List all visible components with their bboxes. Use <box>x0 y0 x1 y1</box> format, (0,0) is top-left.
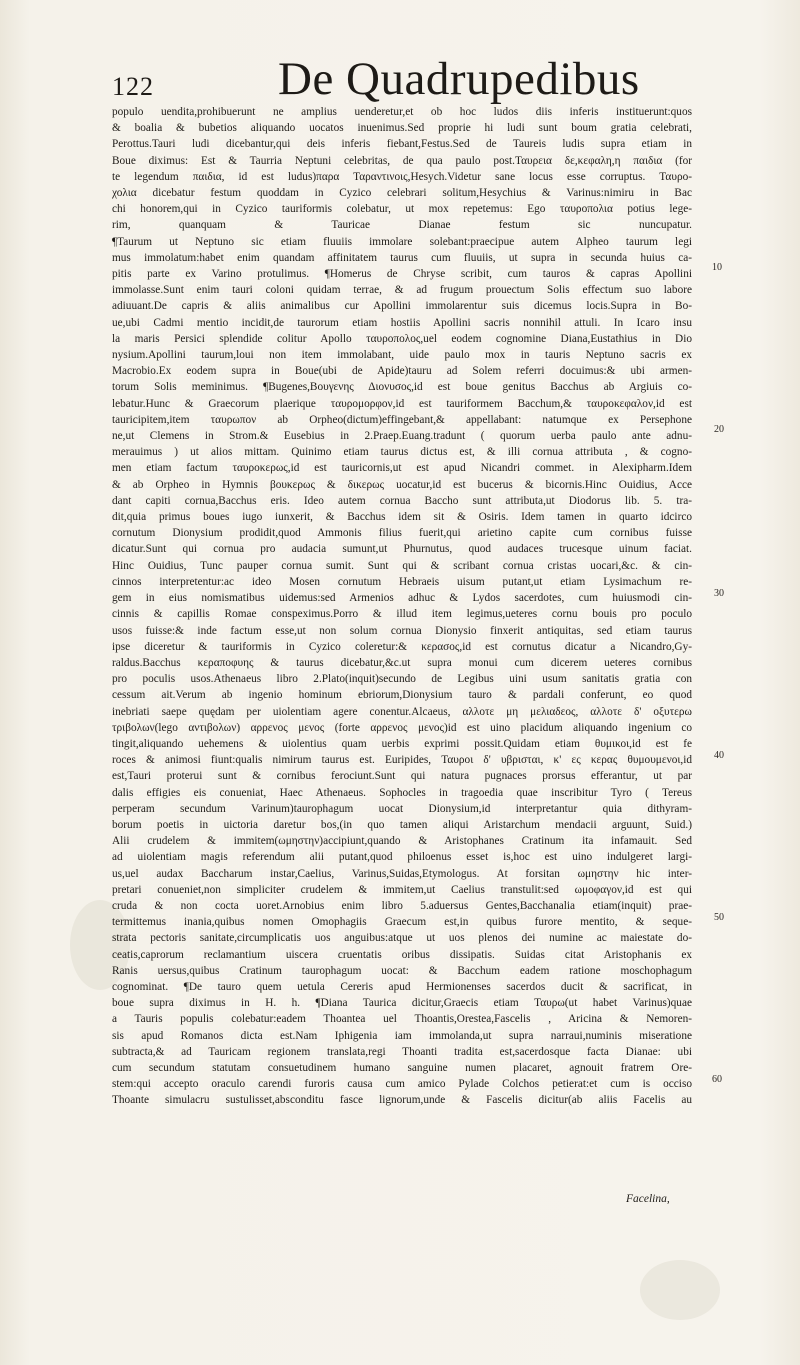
running-title: De Quadrupedibus <box>278 53 640 105</box>
margin-line-number: 50 <box>714 912 724 923</box>
text-line: cornutum Dionysium prodidit,quod Ammonis filius fuerit,qui arietino capite cum cornibus fuisse <box>112 527 692 540</box>
text-line: men etiam factum ταυροκερως,id est tauricornis,ut est apud Nicandri commet. in Alexipharm.Idem <box>112 462 692 475</box>
text-line: immolasse.Sunt enim tauri coloni quidam terrae, & ad frugum prouectum Solis effectum suo labore <box>112 284 692 297</box>
margin-line-number: 60 <box>712 1074 722 1085</box>
text-line: Boue diximus: Est & Taurria Neptuni celebritas, de qua paulo post.Ταυρεια δε,κεφαλη,η παιδια (for <box>112 154 692 167</box>
text-line: Hinc Ouidius, Tunc pauper cornua sumit. Sunt qui & scribant cornua cristas uocari,&c. & cin- <box>112 559 692 572</box>
text-line: perperam secundum Varinum)taurophagum uocat Dionysium,id interpretantur quia dithyram- <box>112 802 692 815</box>
text-line: Macrobio.Ex eodem supra in Boue(ubi de Apide)tauru ad Solem referri docuimus:& ubi armen- <box>112 365 692 378</box>
text-line: strata pectoris sanitate,circumplicatis uos anguibus:atque ut uos plenos dei numine ac maiestate do- <box>112 932 692 945</box>
text-line: dicatur.Sunt qui cornua pro audacia sumunt,ut Phurnutus, quod audaces trucesque uinum faciat. <box>112 543 692 556</box>
text-line: merauimus ) ut alios mittam. Quinimo etiam taurus dictus est, & illi cornua attributa , & cogno- <box>112 446 692 459</box>
text-line: lebatur.Hunc & Graecorum plaerique ταυρομορφον,id est tauriformem Bacchum,& ταυροκεφαλον,id est <box>112 397 692 410</box>
text-line: ne,ut Clemens in Strom.& Eusebius in 2.Praep.Euang.tradunt ( quorum uerba paulo ante adnu- <box>112 430 692 443</box>
text-line: torum Solis meminimus. ¶Bugenes,Βουγενης Διονυσος,id est boue genitus Bacchus ab Argiuis co- <box>112 381 692 394</box>
text-line: χολια dicebatur festum quoddam in Cyzico celebrari solitum,Hesychius & Varinus:nimiru in Bac <box>112 187 692 200</box>
text-line: dalis effigies eis conueniat, Haec Athenaeus. Sophocles in tragoedia quae inscribitur Tyro ( Tereus <box>112 786 692 799</box>
text-line: raldus.Bacchus κεραποφυης & taurus dicebatur,&c.ut supra monui cum dicerem ueteres cornibus <box>112 656 692 669</box>
paper-stain <box>640 1260 720 1320</box>
text-line: adiuuant.De capris & aliis animalibus cur Apollini immolarentur suis dicemus locis.Supra in Bo- <box>112 300 692 313</box>
text-line: stem:qui accepto oraculo carendi furoris causa cum amico Pylade Colchos petierat:et cum is occiso <box>112 1078 692 1091</box>
text-line: & ab Orpheo in Hymnis βουκερως & δικερως uocatur,id est bucerus & bicornis.Hinc Ouidius, Acce <box>112 478 692 491</box>
text-line: τριβολων(lego αντιβολων) αρρενος μενος (forte αρρενος μενος)id est uino placidum aliquando ingenium co <box>112 721 692 734</box>
text-line: mus immolatum:habet enim quandam affinitatem taurus cum fluuiis, ut supra in secunda huius ca- <box>112 251 692 264</box>
text-line: borum poetis in uictoria daretur bos,(in quo tamen aliqui Aristarchum mendacii arguunt, Suid.) <box>112 818 692 831</box>
text-line: chi honorem,qui in Cyzico tauriformis colebatur, ut mox repetemus: Ego ταυροπολια potius lege- <box>112 203 692 216</box>
text-line: Alii crudelem & immitem(ωμηστην)accipiunt,quando & Aristophanes Cratinum ita infamauit. Sed <box>112 835 692 848</box>
text-line: est,Tauri proterui sunt & cornibus ferociunt.Sunt qui natura pugnaces prorsus efferantur, ut par <box>112 770 692 783</box>
text-line: dant capiti cornua,Bacchus eris. Ideo autem cornua Baccho sunt attributa,ut Diodorus lib. 5. tra- <box>112 494 692 507</box>
catchword: Facelina, <box>626 1193 670 1205</box>
text-line: cinnis & capillis Romae conspeximus.Porro & illud item legimus,ueteres cornu bouis pro poculo <box>112 608 692 621</box>
text-line: ¶Taurum ut Neptuno sic etiam fluuiis immolare solebant:praecipue autem Alpheo taurum legi <box>112 235 692 248</box>
text-line: cum secundum statutam consuetudinem humano sanguine numen placaret, agnouit fratrem Ore- <box>112 1061 692 1074</box>
text-line: sis apud Romanos dicta est.Nam Iphigenia iam immolanda,ut supra narraui,numinis miseratione <box>112 1029 692 1042</box>
text-line: Ranis uersus,quibus Cratinum taurophagum uocat: & Bacchum eadem ratione moschophagum <box>112 964 692 977</box>
text-line: cognominat. ¶De tauro quem uetula Cereris apud Hermionenses sacerdos ducit & sacrificat, in <box>112 980 692 993</box>
text-line: boue supra diximus in H. h. ¶Diana Taurica dicitur,Graecis etiam Ταυρω(ut habet Varinus)quae <box>112 997 692 1010</box>
margin-line-number: 20 <box>714 424 724 435</box>
text-line: pro poculis usos.Athenaeus libro 2.Plato(inquit)secundo de Legibus uini usum sanitatis gratia con <box>112 673 692 686</box>
text-line: rim, quanquam & Tauricae Dianae festum sic nuncupatur. <box>112 219 692 232</box>
page-number: 122 <box>112 72 154 101</box>
text-line: Thoante simulacru sustulisset,absconditu fasce lignorum,unde & Fascelis dicitur(ab aliis Facelis au <box>112 1094 692 1107</box>
text-line: cessum ait.Verum ab ingenio hominum ebriorum,Dionysium tauro & pardali conferunt, eo quod <box>112 689 692 702</box>
text-line: roces & animosi fiunt:qualis nimirum taurus est. Euripides, Ταυροι δ' υβρισται, κ' ες κερας θυμουμενοι,id <box>112 754 692 767</box>
text-line: nysium.Apollini taurum,loui non item immolabant, uide paulo mox in tauris Neptuno sacris ex <box>112 349 692 362</box>
text-line: pitis parte ex Varino protulimus. ¶Homerus de Chryse scribit, cum tauros & capras Apollini <box>112 268 692 281</box>
body-text <box>112 104 692 1109</box>
text-line: ue,ubi Cadmi mentio incidit,de taurorum etiam hostiis Apollini sacris nonnihil attuli. In Icaro insu <box>112 316 692 329</box>
text-line: inebriati saepe quędam per uiolentiam agere conentur.Alcaeus, αλλοτε μη μελιαδεος, αλλοτε δ' οξυτερω <box>112 705 692 718</box>
text-line: cruda & non cocta uoret.Arnobius enim libro 5.aduersus Gentes,Bacchanalia etiam(inquit) prae- <box>112 899 692 912</box>
text-line: usos fuisse:& inde factum esse,ut non solum cornua Dionysio finxerit antiquitas, sed etiam taurus <box>112 624 692 637</box>
page-header <box>108 52 668 112</box>
text-line: populo uendita,prohibuerunt ne amplius uenderetur,et ob hoc ludos diis inferis instituerunt:quos <box>112 106 692 118</box>
text-line: Perottus.Tauri ludi dicebantur,qui deis inferis fiebant,Festus.Sed de Taureis ludis supra etiam in <box>112 138 692 151</box>
text-line: ceatis,caprorum reclamantium uiscera cruentatis oribus dissipatis. Suidas citat Aristophanis ex <box>112 948 692 961</box>
text-line: subtracta,& ad Tauricam regionem translata,regi Thoanti tradita est,sacerdosque facta Dianae: ubi <box>112 1045 692 1058</box>
text-line: ipse diceretur & tauriformis in Cyzico coleretur:& κερασος,id est cornutus dicatur a Nicandro,Gy- <box>112 640 692 653</box>
text-line: & boalia & bubetios aliquando uocatos inuenimus.Sed proprie hi ludi sunt boum gratia celebrati, <box>112 122 692 135</box>
text-line: gem in eius nomismatibus uidemus:sed Armenios adhuc & Lydos sacerdotes, cum huiusmodi cin- <box>112 592 692 605</box>
text-line: la maris Persici splendide colitur Apollo ταυροπολος,uel eodem cognomine Diana,Eustathius in Dio <box>112 332 692 345</box>
text-line: dit,quia primus boues iugo iunxerit, & Bacchus idem sit & Osiris. Idem tamen in quarto idcirco <box>112 511 692 524</box>
margin-line-number: 30 <box>714 588 724 599</box>
text-line: us,uel audax Baccharum instar,Caelius, Varinus,Suidas,Etymologus. At forsitan ωμηστην hic inter- <box>112 867 692 880</box>
text-line: cinnos interpretentur:ac ideo Mosen cornutum Hebraeis uisum putant,ut etiam Lysimachum re- <box>112 575 692 588</box>
text-line: a Tauris populis colebatur:eadem Thoantea uel Thoantis,Orestea,Fascelis , Aricina & Nemoren- <box>112 1013 692 1026</box>
text-line: termittemus inania,quibus nomen Omophagiis Graecum est,in quibus furore mentito, & seque- <box>112 916 692 929</box>
margin-line-number: 10 <box>712 262 722 273</box>
text-line: tingit,aliquando uehemens & uiolentius quam uerbis exprimi possit.Quidam etiam θυμικοι,id est fe <box>112 737 692 750</box>
text-line: tauricipitem,item ταυρωπον ab Orpheo(dictum)effingebant,& appellabant: natumque ex Persephone <box>112 413 692 426</box>
text-line: te legendum παιδια, id est ludus)παρα Ταραντινοις,Hesych.Videtur sane locus esse corruptus. Ταυρο- <box>112 170 692 183</box>
margin-line-number: 40 <box>714 750 724 761</box>
text-line: pretari conueniet,non simpliciter crudelem & immitem,ut Caelius transtulit:sed ωμοφαγον,id est qui <box>112 883 692 896</box>
text-line: ad uiolentiam magis referendum alii putant,quod philoenus esset is,hoc est uino indulgeret largi- <box>112 851 692 864</box>
